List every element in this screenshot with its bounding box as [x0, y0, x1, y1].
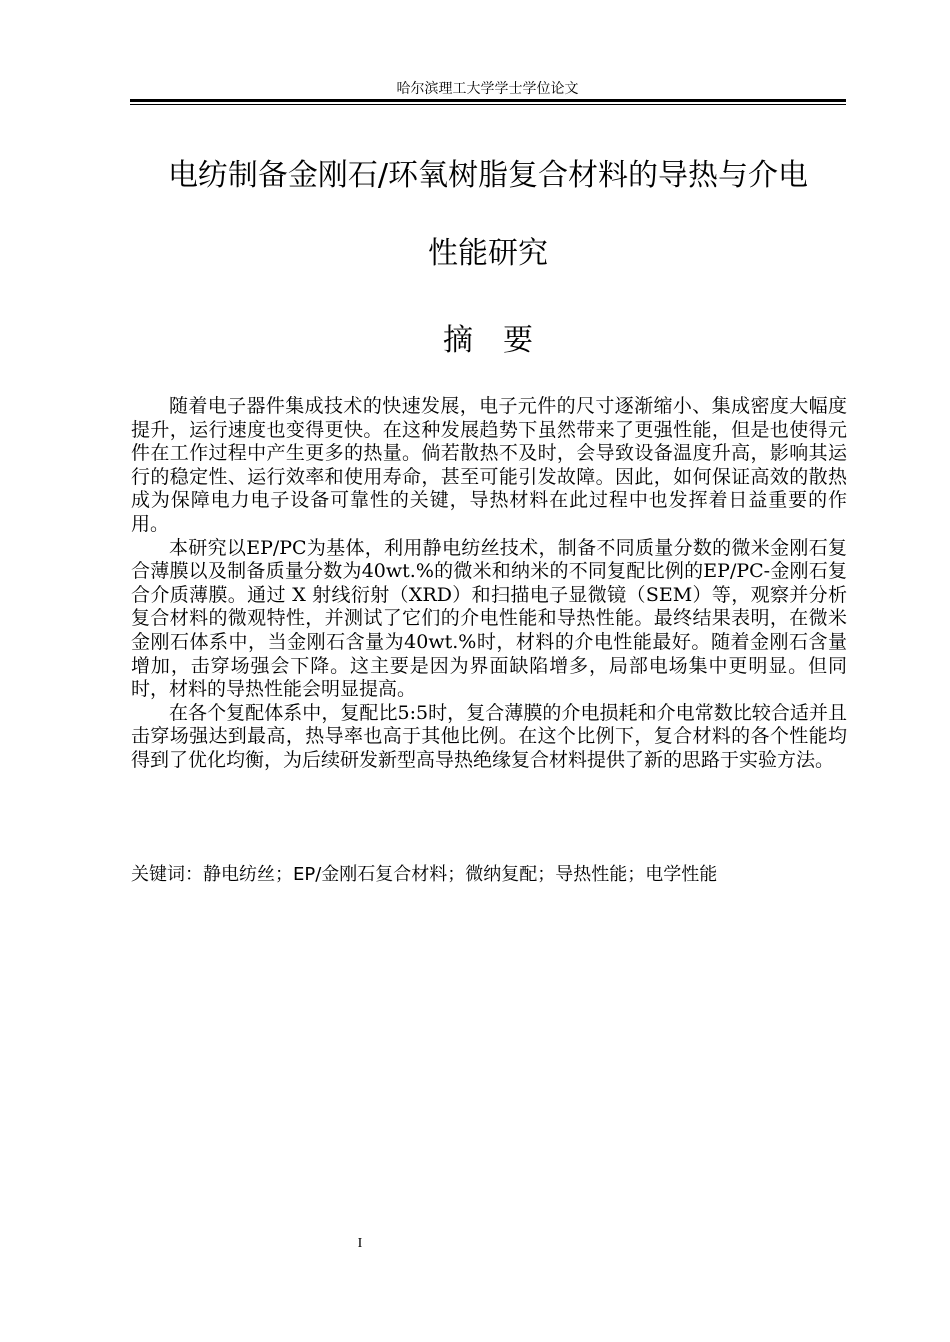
abstract-body — [131, 395, 847, 773]
page-number: I — [357, 1236, 363, 1251]
running-header: 哈尔滨理工大学学士学位论文 — [396, 81, 579, 97]
abstract-paragraph-2: 本研究以EP/PC为基体，利用静电纺丝技术，制备不同质量分数的微米金刚石复合薄膜以及制备质量分数为40wt.%的微米和纳米的不同复配比例的EP/PC-金刚石复合介质薄膜。通过 X 射线衍射（XRD）和扫描电子显微镜（SEM）等，观察并分析复合材料的微观特性，并测试了它们的介电性能和导热性能。最终结果表明，在微米金刚石体系中，当金刚石含量为40wt.%时，材料的介电性能最好。随着金刚石含量增加，击穿场强会下降。这主要是因为界面缺陷增多，局部电场集中更明显。但同时，材料的导热性能会明显提高。 — [131, 536, 847, 701]
abstract-heading: 摘要 — [443, 323, 563, 358]
abstract-paragraph-1: 随着电子器件集成技术的快速发展，电子元件的尺寸逐渐缩小、集成密度大幅度提升，运行速度也变得更快。在这种发展趋势下虽然带来了更强性能，但是也使得元件在工作过程中产生更多的热量。倘若散热不及时，会导致设备温度升高，影响其运行的稳定性、运行效率和使用寿命，甚至可能引发故障。因此，如何保证高效的散热成为保障电力电子设备可靠性的关键，导热材料在此过程中也发挥着日益重要的作用。 — [131, 395, 847, 535]
thesis-title-line-2: 性能研究 — [428, 236, 548, 271]
keywords-line: 关键词：静电纺丝；EP/金刚石复合材料；微纳复配；导热性能；电学性能 — [131, 864, 718, 885]
header-rule-thin — [130, 104, 846, 105]
abstract-paragraph-3: 在各个复配体系中，复配比5:5时，复合薄膜的介电损耗和介电常数比较合适并且击穿场强达到最高，热导率也高于其他比例。在这个比例下，复合材料的各个性能均得到了优化均衡，为后续研发新型高导热绝缘复合材料提供了新的思路于实验方法。 — [131, 701, 847, 771]
thesis-title-line-1: 电纺制备金刚石/环氧树脂复合材料的导热与介电 — [167, 158, 809, 193]
header-rule-thick — [130, 99, 846, 102]
